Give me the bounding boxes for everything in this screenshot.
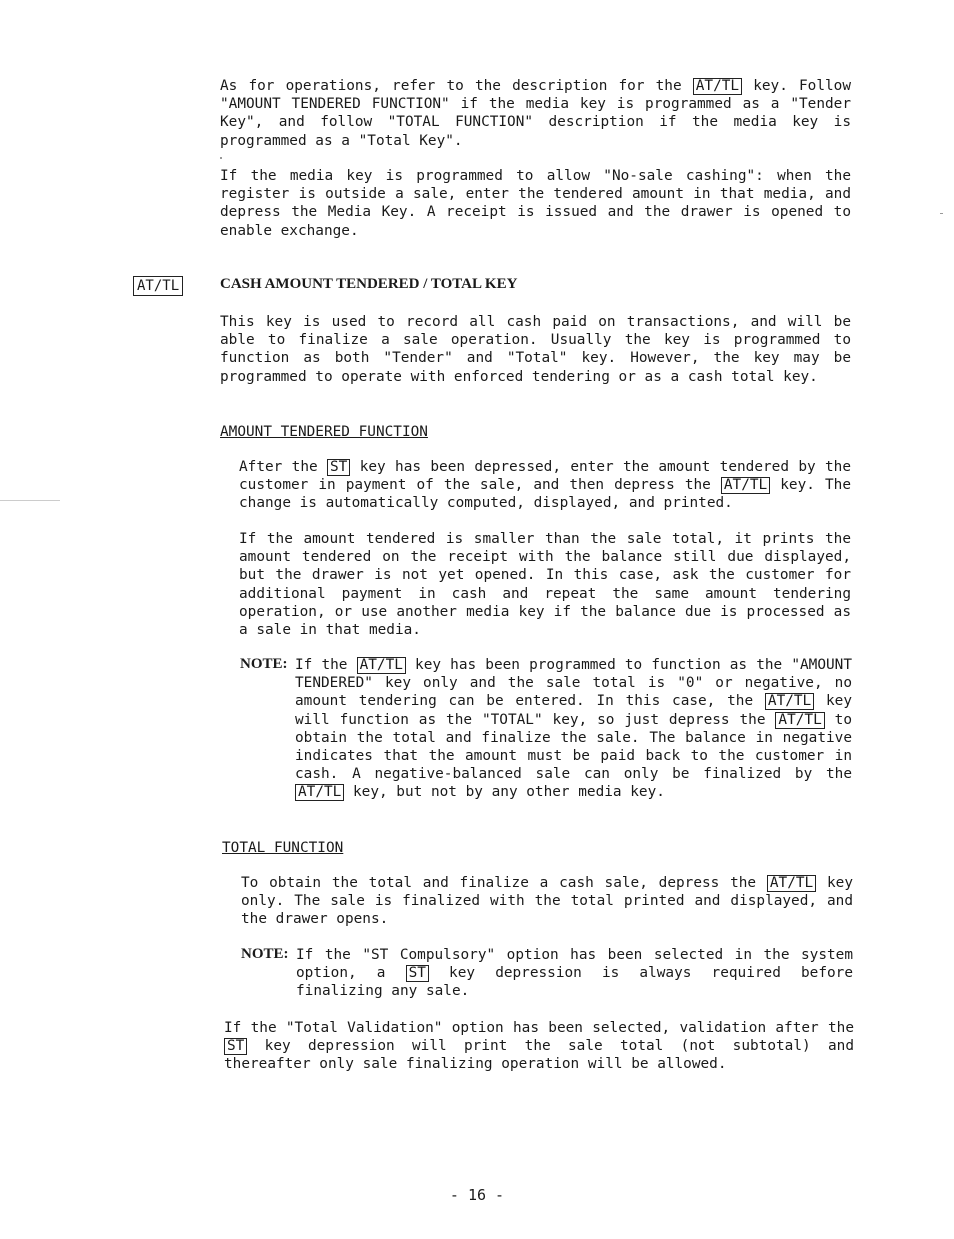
total-function-paragraph: To obtain the total and finalize a cash sale, depress the AT/TL key only. The sale is finalized with the total printed and displayed, and the drawer opens.: [241, 875, 853, 928]
scan-speck: [0, 500, 60, 501]
at-tl-key-label: AT/TL: [357, 657, 406, 674]
amount-tendered-heading: AMOUNT TENDERED FUNCTION: [220, 424, 428, 440]
at-tl-key-label: AT/TL: [765, 693, 814, 710]
amount-tendered-note-label: NOTE:: [240, 656, 288, 672]
total-function-note-text: If the "ST Compulsory" option has been selected in the system option, a ST key depression is always required before finalizing any sale.: [296, 947, 853, 1000]
total-function-note-label: NOTE:: [241, 946, 289, 962]
st-key-label: ST: [406, 965, 429, 982]
section-intro-paragraph: This key is used to record all cash paid on transactions, and will be able to finalize a sale operation. Usually the key is programmed to function as both "Tender" and "Total" key. However, the key may be programmed to operate with enforced tendering or as a cash total key.: [220, 314, 851, 385]
total-function-heading: TOTAL FUNCTION: [222, 840, 344, 856]
scan-speck: [940, 213, 943, 214]
section-heading: CASH AMOUNT TENDERED / TOTAL KEY: [220, 276, 518, 292]
intro-paragraph-2: If the media key is programmed to allow "No-sale cashing": when the register is outside a sale, enter the tendered amount in that media, and depress the Media Key. A receipt is issued and the drawer is opened to enable exchange.: [220, 168, 851, 239]
scan-speck: [220, 157, 222, 159]
st-key-label: ST: [224, 1038, 247, 1055]
at-tl-key-label: AT/TL: [295, 784, 344, 801]
closing-paragraph: If the "Total Validation" option has been selected, validation after the ST key depression will print the sale total (not subtotal) and thereafter only sale finalizing operation will be allowed.: [224, 1020, 854, 1073]
at-tl-key-label: AT/TL: [721, 477, 770, 494]
page-number: - 16 -: [449, 1186, 505, 1204]
at-tl-key-label: AT/TL: [767, 875, 816, 892]
at-tl-key-label: AT/TL: [775, 712, 824, 729]
amount-tendered-paragraph-2: If the amount tendered is smaller than the sale total, it prints the amount tendered on the receipt with the balance still due displayed, but the drawer is not yet opened. In this case, ask the customer for additional payment in cash and repeat the same amount tendering operation, or use another media key if the balance due is processed as a sale in that media.: [239, 531, 851, 639]
st-key-label: ST: [327, 459, 350, 476]
amount-tendered-note-text: If the AT/TL key has been programmed to function as the "AMOUNT TENDERED" key only and the sale total is "0" or negative, no amount tendering can be entered. In this case, the AT/TL key will function as the "TOTAL" key, so just depress the AT/TL to obtain the total and finalize the sale. The balance in negative indicates that the amount must be paid back to the customer in cash. A negative-balanced sale can only be finalized by the AT/TL key, but not by any other media key.: [295, 657, 853, 801]
amount-tendered-paragraph-1: After the ST key has been depressed, enter the amount tendered by the customer in payment of the sale, and then depress the AT/TL key. The change is automatically computed, displayed, and printed.: [239, 459, 852, 512]
margin-at-tl-key: AT/TL: [133, 276, 183, 296]
intro-paragraph-1: As for operations, refer to the description for the AT/TL key. Follow "AMOUNT TENDERED FUNCTION" if the media key is programmed as a "Tender Key", and follow "TOTAL FUNCTION" description if the media key is programmed as a "Total Key".: [220, 78, 852, 149]
at-tl-key-label: AT/TL: [693, 78, 742, 95]
